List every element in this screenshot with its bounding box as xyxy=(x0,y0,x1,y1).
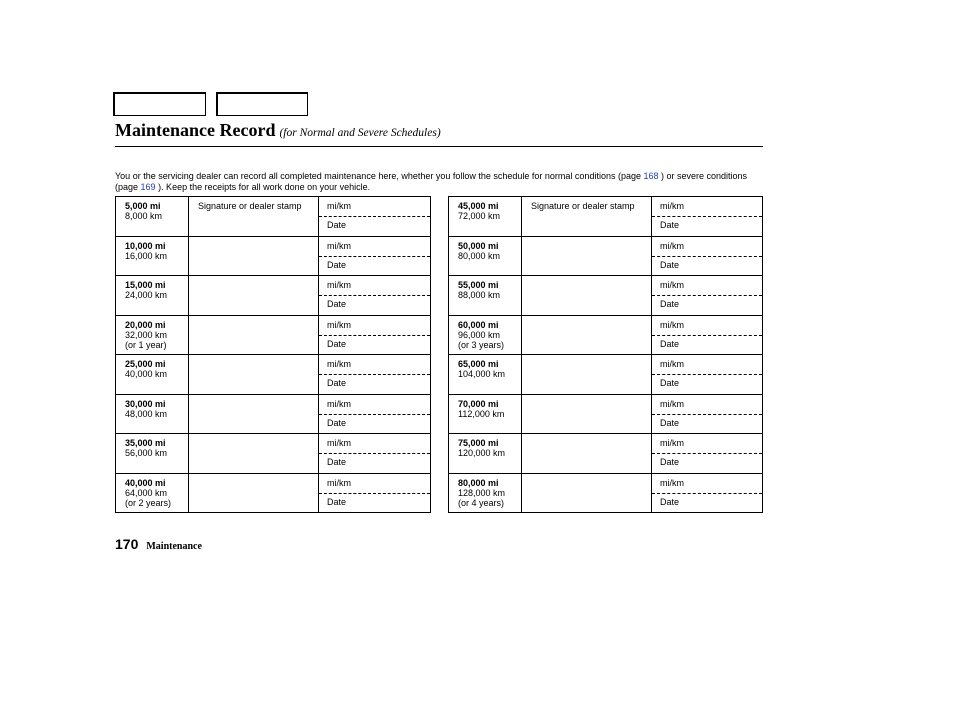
mikm-label: mi/km xyxy=(660,240,684,251)
record-divider xyxy=(319,335,430,336)
interval-cell xyxy=(116,236,189,276)
interval-km: 56,000 km xyxy=(125,448,168,458)
interval-time: (or 2 years) xyxy=(125,497,172,508)
signature-cell[interactable] xyxy=(522,473,652,513)
record-cell[interactable] xyxy=(652,276,763,316)
signature-cell[interactable] xyxy=(522,394,652,434)
record-cell[interactable] xyxy=(319,276,431,316)
nav-tab-box-1[interactable] xyxy=(113,92,206,116)
date-label: Date xyxy=(327,378,347,388)
maintenance-table-right xyxy=(448,196,763,513)
signature-cell[interactable] xyxy=(189,434,319,474)
interval-time: (or 4 years) xyxy=(458,497,505,508)
interval-time: (or 3 years) xyxy=(458,339,505,350)
table-row xyxy=(116,473,431,513)
record-divider xyxy=(652,256,762,257)
mikm-label: mi/km xyxy=(327,201,351,211)
signature-cell[interactable] xyxy=(189,355,319,395)
interval-cell xyxy=(449,197,522,237)
signature-cell[interactable] xyxy=(189,473,319,513)
interval-km: 16,000 km xyxy=(125,250,168,261)
intro-text-2: ) or severe conditions (page xyxy=(115,171,748,192)
record-cell[interactable] xyxy=(652,355,763,395)
date-label: Date xyxy=(660,259,680,270)
date-label: Date xyxy=(660,457,680,467)
record-divider xyxy=(652,335,762,336)
interval-cell xyxy=(116,434,189,474)
record-divider xyxy=(319,493,430,494)
mikm-label: mi/km xyxy=(327,280,351,290)
table-row xyxy=(116,197,431,237)
table-row xyxy=(449,473,763,513)
signature-cell[interactable] xyxy=(522,315,652,355)
page-link-168[interactable]: 168 xyxy=(643,171,659,181)
interval-km: 80,000 km xyxy=(458,250,501,261)
interval-miles: 65,000 mi xyxy=(458,359,499,369)
interval-miles: 25,000 mi xyxy=(125,359,166,369)
interval-km: 72,000 km xyxy=(458,211,501,221)
interval-cell xyxy=(449,394,522,434)
maintenance-table-left xyxy=(115,196,431,513)
interval-cell xyxy=(449,473,522,513)
record-cell[interactable] xyxy=(652,315,763,355)
signature-label: Signature or dealer stamp xyxy=(198,201,302,211)
date-label: Date xyxy=(660,417,680,428)
interval-cell xyxy=(449,434,522,474)
date-label: Date xyxy=(327,299,347,309)
signature-cell[interactable] xyxy=(189,197,319,237)
interval-miles: 15,000 mi xyxy=(125,280,166,290)
interval-km: 64,000 km xyxy=(125,487,168,498)
record-cell[interactable] xyxy=(319,197,431,237)
signature-cell[interactable] xyxy=(522,197,652,237)
date-label: Date xyxy=(327,220,347,230)
interval-km: 128,000 km xyxy=(458,487,506,498)
record-cell[interactable] xyxy=(652,473,763,513)
interval-cell xyxy=(449,315,522,355)
record-divider xyxy=(319,414,430,415)
interval-cell xyxy=(449,355,522,395)
mikm-label: mi/km xyxy=(660,201,684,211)
interval-km: 32,000 km xyxy=(125,329,168,340)
page-link-169[interactable]: 169 xyxy=(140,181,156,192)
header-rule xyxy=(115,146,763,147)
record-divider xyxy=(319,256,430,257)
interval-cell xyxy=(449,276,522,316)
interval-km: 40,000 km xyxy=(125,369,168,379)
record-cell[interactable] xyxy=(652,434,763,474)
mikm-label: mi/km xyxy=(660,398,684,409)
interval-cell xyxy=(116,355,189,395)
table-row xyxy=(449,394,763,434)
date-label: Date xyxy=(660,378,680,388)
page-footer xyxy=(115,536,202,554)
interval-km: 88,000 km xyxy=(458,290,501,300)
signature-cell[interactable] xyxy=(522,236,652,276)
record-cell[interactable] xyxy=(652,236,763,276)
interval-km: 8,000 km xyxy=(125,211,163,221)
date-label: Date xyxy=(327,457,347,467)
interval-km: 112,000 km xyxy=(458,408,505,419)
intro-text-3: ). Keep the receipts for all work done on your vehicle. xyxy=(155,181,371,192)
mikm-label: mi/km xyxy=(327,477,351,488)
interval-miles: 10,000 mi xyxy=(125,240,166,251)
record-divider xyxy=(319,453,430,454)
interval-miles: 70,000 mi xyxy=(458,398,499,409)
record-cell[interactable] xyxy=(652,197,763,237)
record-divider xyxy=(652,374,762,375)
interval-cell xyxy=(116,473,189,513)
nav-tab-box-2[interactable] xyxy=(216,92,308,116)
signature-cell[interactable] xyxy=(522,276,652,316)
date-label: Date xyxy=(327,259,347,270)
record-cell[interactable] xyxy=(319,473,431,513)
interval-miles: 35,000 mi xyxy=(125,438,166,448)
date-label: Date xyxy=(660,496,680,507)
record-divider xyxy=(319,295,430,296)
table-row xyxy=(116,355,431,395)
date-label: Date xyxy=(327,417,347,428)
interval-cell xyxy=(116,315,189,355)
interval-miles: 30,000 mi xyxy=(125,398,166,409)
mikm-label: mi/km xyxy=(660,438,684,448)
interval-miles: 80,000 mi xyxy=(458,477,499,488)
table-row xyxy=(116,315,431,355)
record-divider xyxy=(652,216,762,217)
mikm-label: mi/km xyxy=(660,319,684,330)
interval-miles: 50,000 mi xyxy=(458,240,499,251)
signature-cell[interactable] xyxy=(522,355,652,395)
record-cell[interactable] xyxy=(319,355,431,395)
interval-cell xyxy=(449,236,522,276)
mikm-label: mi/km xyxy=(660,477,684,488)
table-row xyxy=(449,434,763,474)
mikm-label: mi/km xyxy=(660,280,684,290)
signature-label: Signature or dealer stamp xyxy=(531,201,635,211)
table-row xyxy=(449,276,763,316)
signature-cell[interactable] xyxy=(189,394,319,434)
mikm-label: mi/km xyxy=(327,359,351,369)
footer-section-title: Maintenance xyxy=(146,541,202,552)
interval-miles: 20,000 mi xyxy=(125,319,166,330)
mikm-label: mi/km xyxy=(660,359,684,369)
record-divider xyxy=(319,216,430,217)
signature-cell[interactable] xyxy=(522,434,652,474)
intro-paragraph xyxy=(115,171,765,192)
mikm-label: mi/km xyxy=(327,240,351,251)
interval-miles: 5,000 mi xyxy=(125,201,161,211)
interval-miles: 60,000 mi xyxy=(458,319,499,330)
page-subtitle: (for Normal and Severe Schedules) xyxy=(279,127,441,139)
interval-km: 104,000 km xyxy=(458,369,506,379)
record-divider xyxy=(652,414,762,415)
interval-miles: 75,000 mi xyxy=(458,438,499,448)
table-row xyxy=(449,315,763,355)
table-row xyxy=(116,434,431,474)
interval-cell xyxy=(116,394,189,434)
table-row xyxy=(449,355,763,395)
table-row xyxy=(449,236,763,276)
record-divider xyxy=(652,295,762,296)
record-divider xyxy=(652,493,762,494)
record-cell[interactable] xyxy=(319,394,431,434)
mikm-label: mi/km xyxy=(327,398,351,409)
date-label: Date xyxy=(327,496,347,507)
signature-cell[interactable] xyxy=(189,236,319,276)
interval-km: 96,000 km xyxy=(458,329,501,340)
date-label: Date xyxy=(660,299,680,309)
mikm-label: mi/km xyxy=(327,438,351,448)
table-row xyxy=(116,394,431,434)
interval-cell xyxy=(116,276,189,316)
date-label: Date xyxy=(660,338,680,349)
interval-km: 120,000 km xyxy=(458,448,506,458)
date-label: Date xyxy=(660,220,680,230)
mikm-label: mi/km xyxy=(327,319,351,330)
interval-km: 24,000 km xyxy=(125,290,168,300)
page-title: Maintenance Record xyxy=(115,120,276,140)
date-label: Date xyxy=(327,338,347,349)
record-cell[interactable] xyxy=(319,236,431,276)
record-cell[interactable] xyxy=(652,394,763,434)
table-row xyxy=(449,197,763,237)
interval-cell xyxy=(116,197,189,237)
page-number: 170 xyxy=(115,536,139,552)
signature-cell[interactable] xyxy=(189,315,319,355)
record-divider xyxy=(652,453,762,454)
record-divider xyxy=(319,374,430,375)
interval-km: 48,000 km xyxy=(125,408,168,419)
record-cell[interactable] xyxy=(319,315,431,355)
signature-cell[interactable] xyxy=(189,276,319,316)
interval-miles: 55,000 mi xyxy=(458,280,499,290)
page-header xyxy=(115,120,441,141)
interval-miles: 45,000 mi xyxy=(458,201,499,211)
interval-miles: 40,000 mi xyxy=(125,477,166,488)
intro-text-1: You or the servicing dealer can record all completed maintenance here, whether you follow the schedule for normal conditions (page xyxy=(115,171,644,181)
record-cell[interactable] xyxy=(319,434,431,474)
interval-time: (or 1 year) xyxy=(125,339,167,350)
table-row xyxy=(116,236,431,276)
table-row xyxy=(116,276,431,316)
